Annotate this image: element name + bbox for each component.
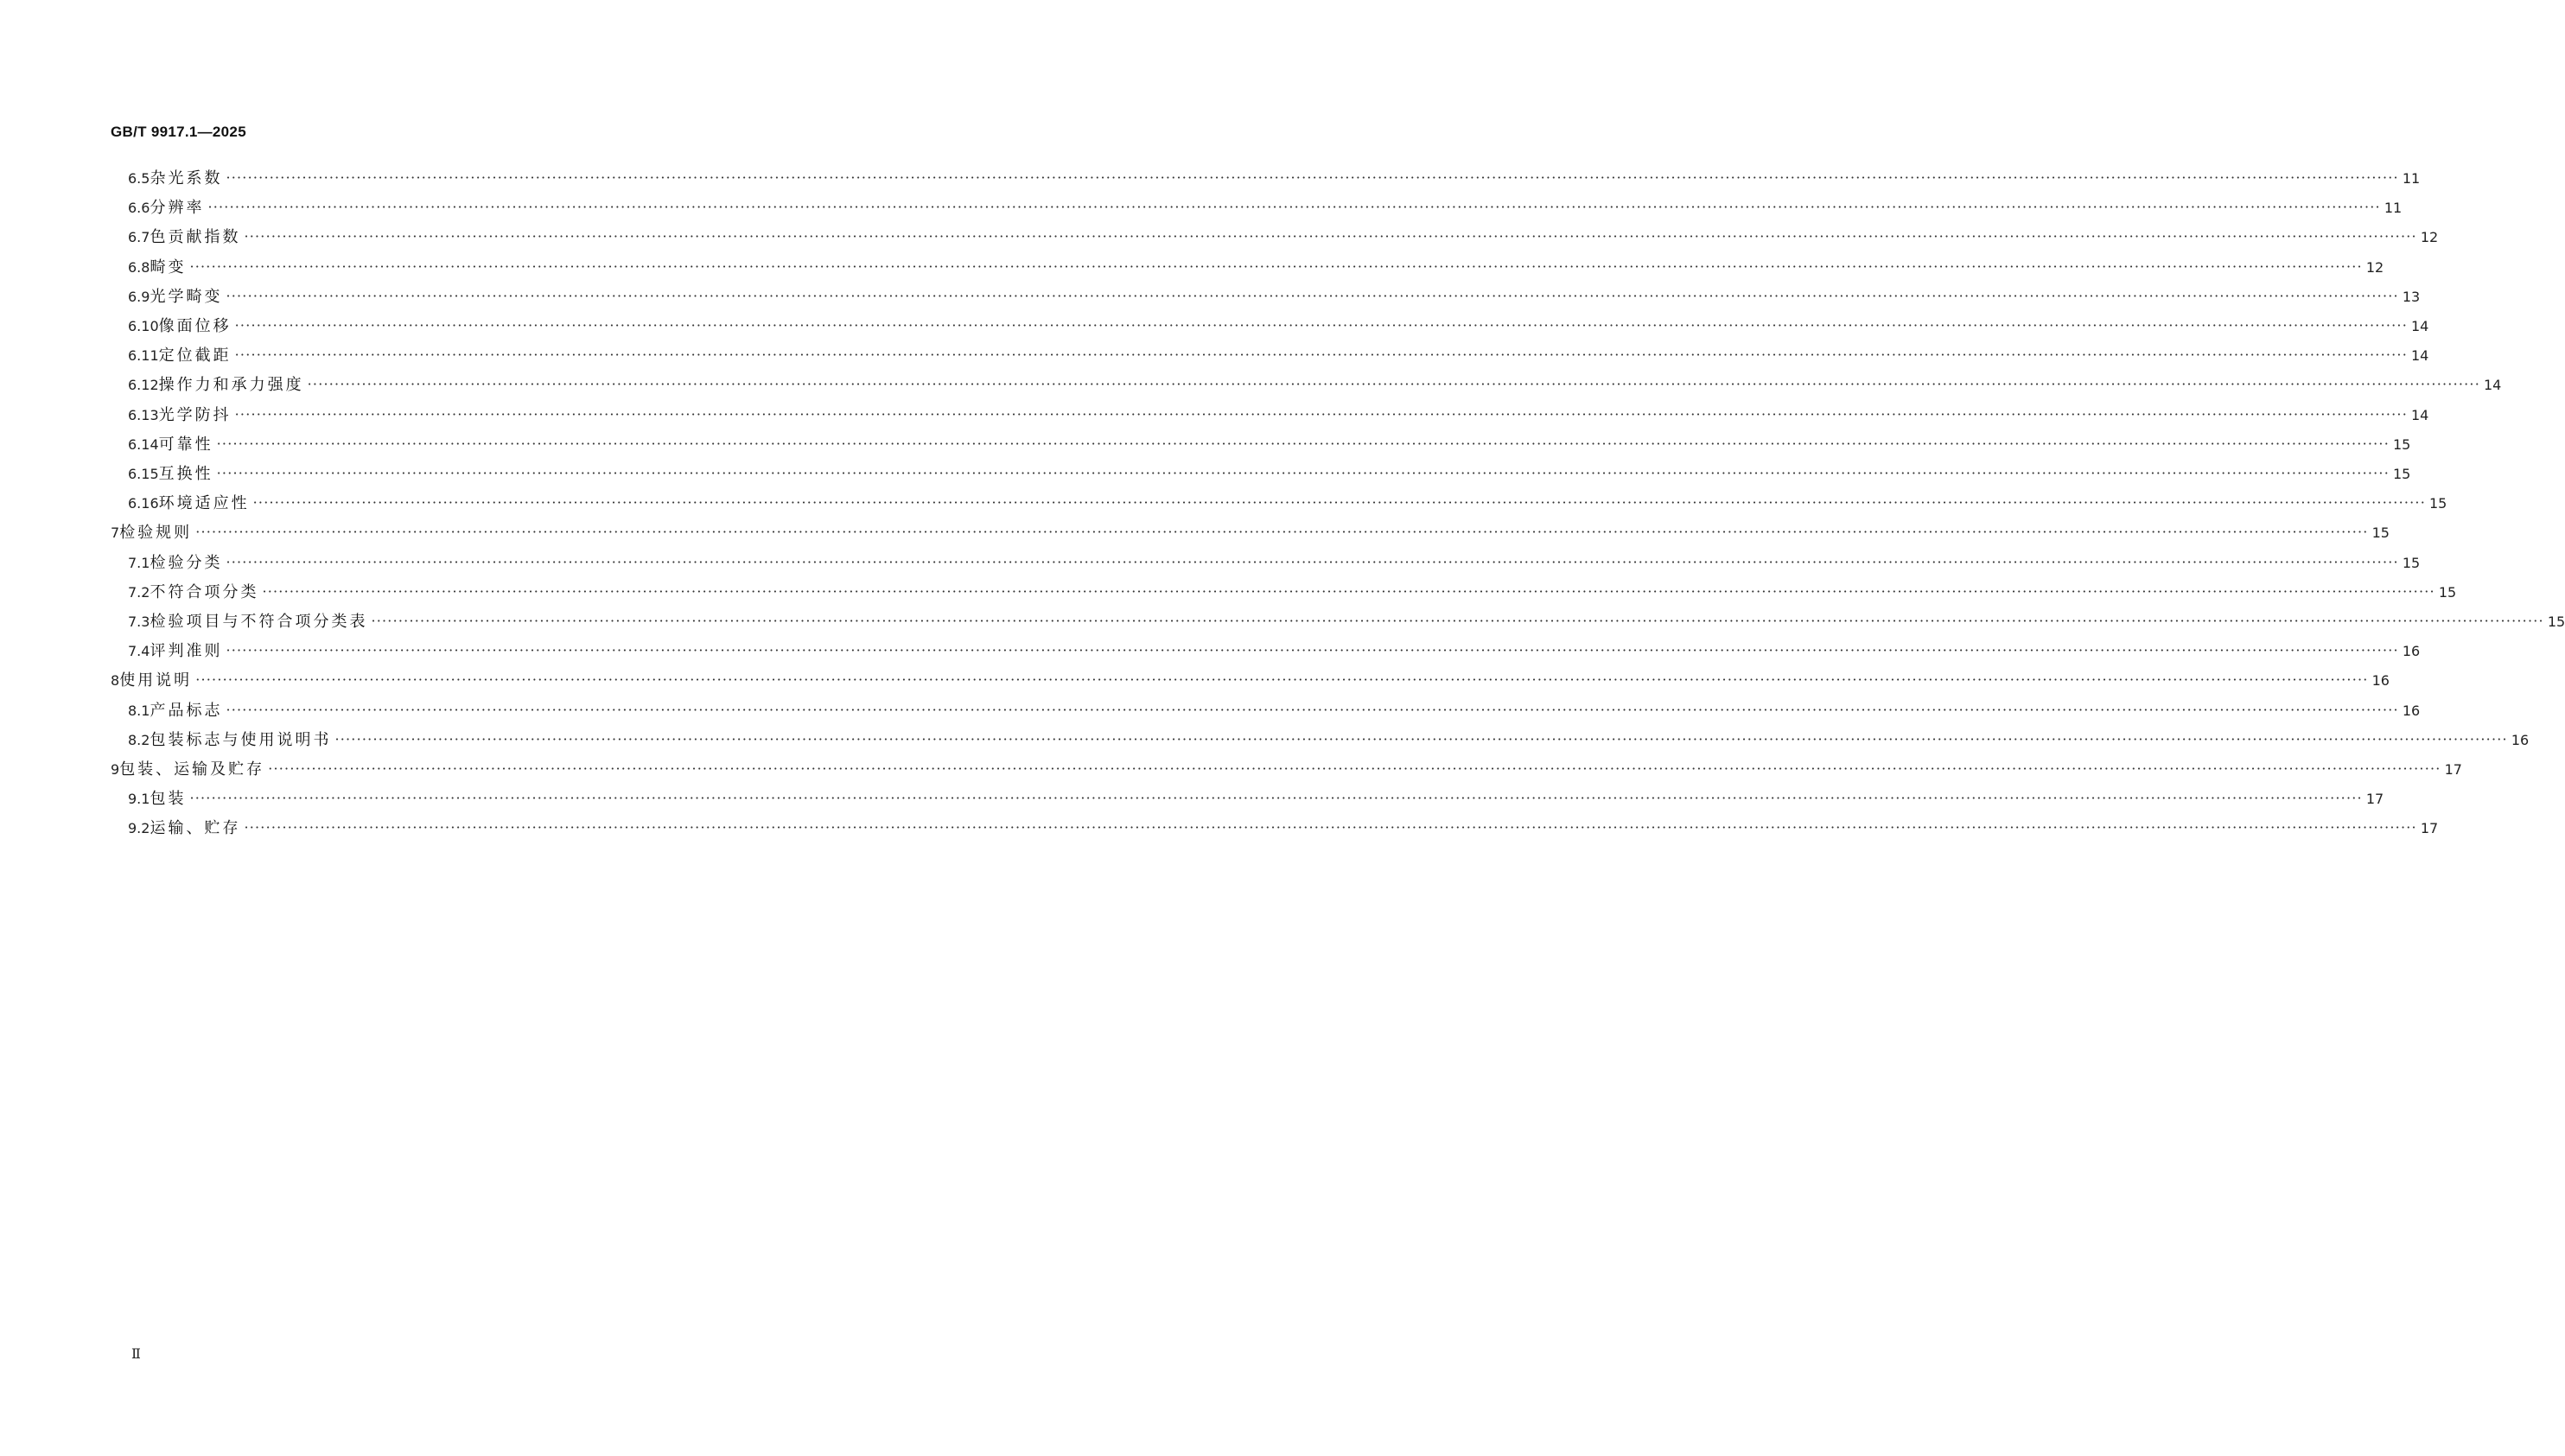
toc-entry[interactable] <box>0 314 2429 340</box>
toc-dot-leader: ················································································································································································································································································································································································································ <box>307 376 2480 393</box>
toc-entry-title: 定位截距 <box>158 347 232 366</box>
toc-entry-number: 8 <box>111 672 120 690</box>
toc-entry-title: 产品标志 <box>150 701 223 720</box>
toc-entry-page: 14 <box>2411 347 2429 365</box>
toc-entry-page: 15 <box>2393 466 2411 482</box>
toc-entry-number: 7.3 <box>128 614 150 630</box>
toc-entry-title: 杂光系数 <box>150 169 223 188</box>
toc-entry-page: 15 <box>2547 614 2565 630</box>
toc-entry-page: 15 <box>2371 525 2390 542</box>
toc-entry-title: 使用说明 <box>119 671 193 690</box>
toc-dot-leader: ················································································································································································································································································································································································································ <box>252 494 2426 512</box>
toc-entry-number: 7 <box>111 525 120 542</box>
toc-entry-title: 像面位移 <box>158 317 232 335</box>
toc-entry-page: 17 <box>2365 791 2384 808</box>
toc-entry[interactable] <box>0 757 2462 783</box>
toc-entry-page: 11 <box>2384 200 2403 217</box>
toc-entry-page: 13 <box>2402 288 2421 305</box>
toc-entry[interactable] <box>0 403 2429 429</box>
toc-entry-title: 操作力和承力强度 <box>158 376 304 395</box>
toc-entry-number: 7.2 <box>128 583 150 601</box>
toc-entry-title: 包装 <box>150 790 187 809</box>
toc-entry-title: 光学防抖 <box>158 405 232 424</box>
toc-entry-number: 6.6 <box>128 200 150 217</box>
toc-dot-leader: ················································································································································································································································································································································································································ <box>244 228 2417 245</box>
toc-entry-title: 互换性 <box>158 465 213 483</box>
toc-entry-number: 6.13 <box>128 406 159 423</box>
toc-entry[interactable] <box>0 816 2439 842</box>
toc-entry[interactable] <box>0 698 2421 724</box>
toc-entry-title: 光学畸变 <box>150 287 223 306</box>
toc-entry-page: 16 <box>2402 643 2421 660</box>
toc-entry[interactable] <box>0 225 2439 251</box>
toc-entry[interactable] <box>0 550 2421 576</box>
toc-entry[interactable] <box>0 343 2429 369</box>
toc-entry-page: 15 <box>2402 554 2421 571</box>
toc-dot-leader: ················································································································································································································································································································································································································ <box>226 169 2399 186</box>
toc-dot-leader: ················································································································································································································································································································································································································ <box>234 405 2408 423</box>
toc-entry-title: 分辨率 <box>150 199 205 218</box>
toc-entry-number: 6.12 <box>128 377 159 394</box>
toc-dot-leader: ················································································································································································································································································································································································································ <box>216 435 2390 452</box>
toc-entry[interactable] <box>0 255 2384 281</box>
toc-dot-leader: ················································································································································································································································································································································································································ <box>226 642 2399 659</box>
toc-entry-title: 色贡献指数 <box>150 228 241 247</box>
toc-entry-number: 6.14 <box>128 436 159 453</box>
toc-dot-leader: ················································································································································································································································································································································································································ <box>226 701 2399 718</box>
toc-entry-number: 6.11 <box>128 347 159 365</box>
toc-entry-number: 7.1 <box>128 554 150 571</box>
toc-dot-leader: ················································································································································································································································································································································································································ <box>334 730 2508 747</box>
toc-entry-page: 17 <box>2444 761 2462 778</box>
toc-entry[interactable] <box>0 668 2390 694</box>
toc-entry-title: 运输、贮存 <box>150 819 241 838</box>
toc-dot-leader: ················································································································································································································································································································································································································ <box>195 671 2369 689</box>
toc-dot-leader: ················································································································································································································································································································································································································ <box>189 790 2363 807</box>
toc-entry-number: 9.1 <box>128 791 150 808</box>
toc-dot-leader: ················································································································································································································································································································································································································ <box>207 199 2381 216</box>
toc-dot-leader: ················································································································································································································································································································································································································ <box>371 613 2544 629</box>
toc-entry[interactable] <box>0 284 2421 310</box>
toc-entry-title: 包装标志与使用说明书 <box>150 730 332 749</box>
toc-dot-leader: ················································································································································································································································································································································································································ <box>226 553 2399 570</box>
toc-entry[interactable] <box>0 786 2384 812</box>
toc-entry[interactable] <box>0 166 2421 192</box>
toc-entry-title: 包装、运输及贮存 <box>119 760 265 779</box>
toc-entry-number: 9 <box>111 761 120 778</box>
toc-entry[interactable] <box>0 372 2502 398</box>
toc-entry-page: 15 <box>2393 436 2411 453</box>
toc-entry-page: 12 <box>2365 258 2384 276</box>
toc-entry-page: 11 <box>2402 170 2421 187</box>
toc-entry-title: 可靠性 <box>158 435 213 454</box>
toc-dot-leader: ················································································································································································································································································································································································································ <box>189 258 2363 275</box>
toc-dot-leader: ················································································································································································································································································································································································································ <box>226 287 2399 304</box>
toc-entry-page: 14 <box>2411 406 2429 423</box>
toc-dot-leader: ················································································································································································································································································································································································································ <box>268 760 2441 777</box>
footer-page-number: Ⅱ <box>131 1345 141 1362</box>
toc-entry-number: 6.16 <box>128 495 159 512</box>
toc-dot-leader: ················································································································································································································································································································································································································ <box>244 819 2417 836</box>
toc-dot-leader: ················································································································································································································································································································································································································ <box>234 317 2408 334</box>
toc-entry-number: 6.9 <box>128 288 150 305</box>
standard-code: GB/T 9917.1—2025 <box>111 124 246 140</box>
toc-entry-page: 15 <box>2429 495 2447 512</box>
toc-entry-number: 6.5 <box>128 170 150 187</box>
toc-entry-title: 评判准则 <box>150 642 223 661</box>
toc-entry-title: 畸变 <box>150 258 187 277</box>
toc-entry-number: 6.8 <box>128 258 150 276</box>
toc-entry-title: 检验规则 <box>119 524 193 543</box>
toc-entry-page: 12 <box>2420 229 2439 246</box>
toc-dot-leader: ················································································································································································································································································································································································································ <box>195 524 2369 541</box>
toc-entry-page: 16 <box>2511 731 2530 748</box>
toc-entry-page: 14 <box>2484 377 2502 394</box>
toc-entry[interactable] <box>0 432 2411 458</box>
toc-entry-number: 6.15 <box>128 466 159 482</box>
toc-entry-page: 16 <box>2402 702 2421 719</box>
toc-entry-number: 7.4 <box>128 643 150 660</box>
toc-entry-number: 6.10 <box>128 318 159 334</box>
toc-entry-title: 检验项目与不符合项分类表 <box>150 613 368 631</box>
toc-entry[interactable] <box>0 461 2411 487</box>
toc-entry[interactable] <box>0 639 2421 664</box>
toc-entry[interactable] <box>0 609 2565 635</box>
toc-entry-number: 8.1 <box>128 702 150 719</box>
toc-entry-number: 8.2 <box>128 731 150 748</box>
toc-entry-title: 环境适应性 <box>158 494 250 513</box>
toc-entry-number: 6.7 <box>128 229 150 246</box>
toc-entry-page: 14 <box>2411 318 2429 334</box>
toc-entry-title: 不符合项分类 <box>150 582 259 601</box>
toc-entry[interactable] <box>0 728 2530 753</box>
toc-entry-number: 9.2 <box>128 820 150 837</box>
toc-dot-leader: ················································································································································································································································································································································································································ <box>216 465 2390 481</box>
toc-entry[interactable] <box>0 195 2403 221</box>
toc-entry[interactable] <box>0 520 2390 546</box>
toc-entry-page: 16 <box>2371 672 2390 690</box>
toc-entry[interactable] <box>0 491 2447 517</box>
toc-entry[interactable] <box>0 580 2457 606</box>
toc-entry-title: 检验分类 <box>150 553 223 572</box>
toc-dot-leader: ················································································································································································································································································································································································································ <box>234 347 2408 364</box>
toc-dot-leader: ················································································································································································································································································································································································································ <box>262 582 2435 600</box>
toc-entry-page: 15 <box>2438 583 2457 601</box>
toc-entry-page: 17 <box>2420 820 2439 837</box>
